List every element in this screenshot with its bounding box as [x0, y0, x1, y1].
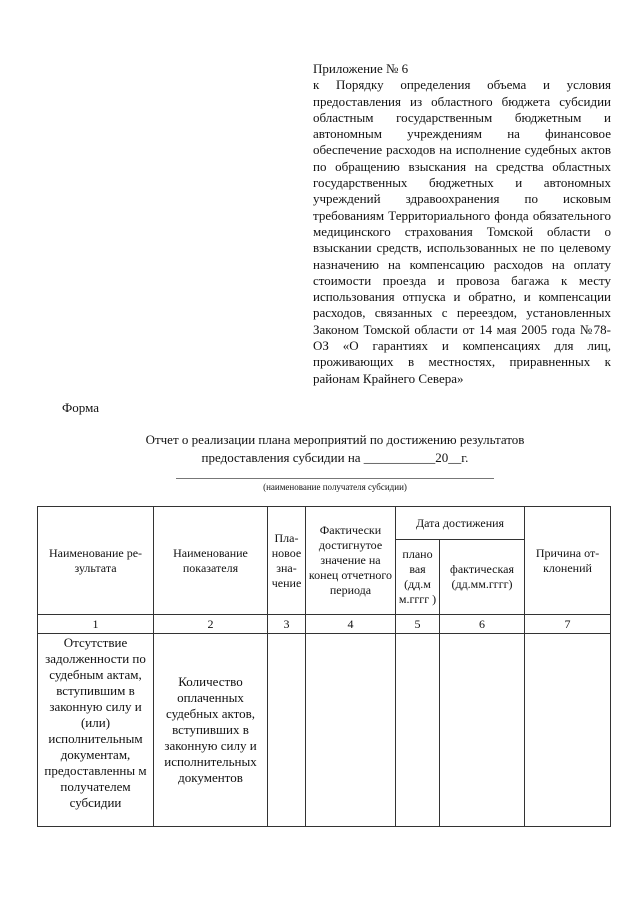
recipient-caption: (наименование получателя субсидии) [263, 482, 407, 492]
column-number: 6 [440, 615, 525, 634]
cell-indicator: Количество оплаченных судебных актов, вступивших в законную силу и исполнительных документов [154, 634, 268, 827]
report-title-line-1: Отчет о реализации плана мероприятий по достижению результатов [145, 432, 525, 447]
header-date-actual: фактическая (дд.мм.гггг) [440, 540, 525, 615]
column-number: 4 [306, 615, 396, 634]
header-deviation-reason: Причина от-клонений [525, 507, 611, 615]
cell-result: Отсутствие задолженности по судебным актам, вступившим в законную силу и (или) исполнительным документам, предоставленны м получателем субсидии [38, 634, 154, 827]
recipient-underline [176, 478, 494, 479]
cell-planned [268, 634, 306, 827]
cell-actual [306, 634, 396, 827]
header-planned-value: Пла-новое зна-чение [268, 507, 306, 615]
table-row [38, 634, 611, 827]
column-number: 7 [525, 615, 611, 634]
header-indicator-name: Наименование показателя [154, 507, 268, 615]
header-achievement-date: Дата достижения [396, 507, 525, 540]
report-title-line-2: предоставления субсидии на ___________20__г. [201, 450, 469, 465]
cell-date-actual [440, 634, 525, 827]
cell-reason [525, 634, 611, 827]
header-date-planned: плано вая (дд.м м.гггг ) [396, 540, 440, 615]
header-actual-value: Фактически достигнутое значение на конец отчетного периода [306, 507, 396, 615]
cell-date-planned [396, 634, 440, 827]
column-number: 2 [154, 615, 268, 634]
column-number: 1 [38, 615, 154, 634]
header-result-name: Наименование ре-зультата [38, 507, 154, 615]
annex-block [313, 61, 611, 387]
annex-title: Приложение № 6 [313, 61, 409, 76]
column-number: 3 [268, 615, 306, 634]
report-title [60, 431, 610, 467]
form-label: Форма [62, 400, 99, 415]
column-number: 5 [396, 615, 440, 634]
report-table [37, 506, 611, 827]
annex-body: к Порядку определения объема и условия предоставления из областного бюджета субсидии областным государственным бюджетным и автономным учреждениям на финансовое обеспечение расходов на исполнение судебных актов по обращению взыскания на средства областных государственных бюджетных и автономных учреждений здравоохранения по исковым требованиям Территориального фонда обязательного медицинского страхования Томской области о взыскании средств, использованных не по целевому назначению на компенсацию расходов на оплату стоимости проезда и провоза багажа к месту использования отпуска и обратно, и компенсации расходов, связанных с переездом, установленных Законом Томской области от 14 мая 2005 года №78-ОЗ «О гарантиях и компенсациях для лиц, проживающих в местностях, приравненных к районам Крайнего Севера» [313, 77, 611, 386]
